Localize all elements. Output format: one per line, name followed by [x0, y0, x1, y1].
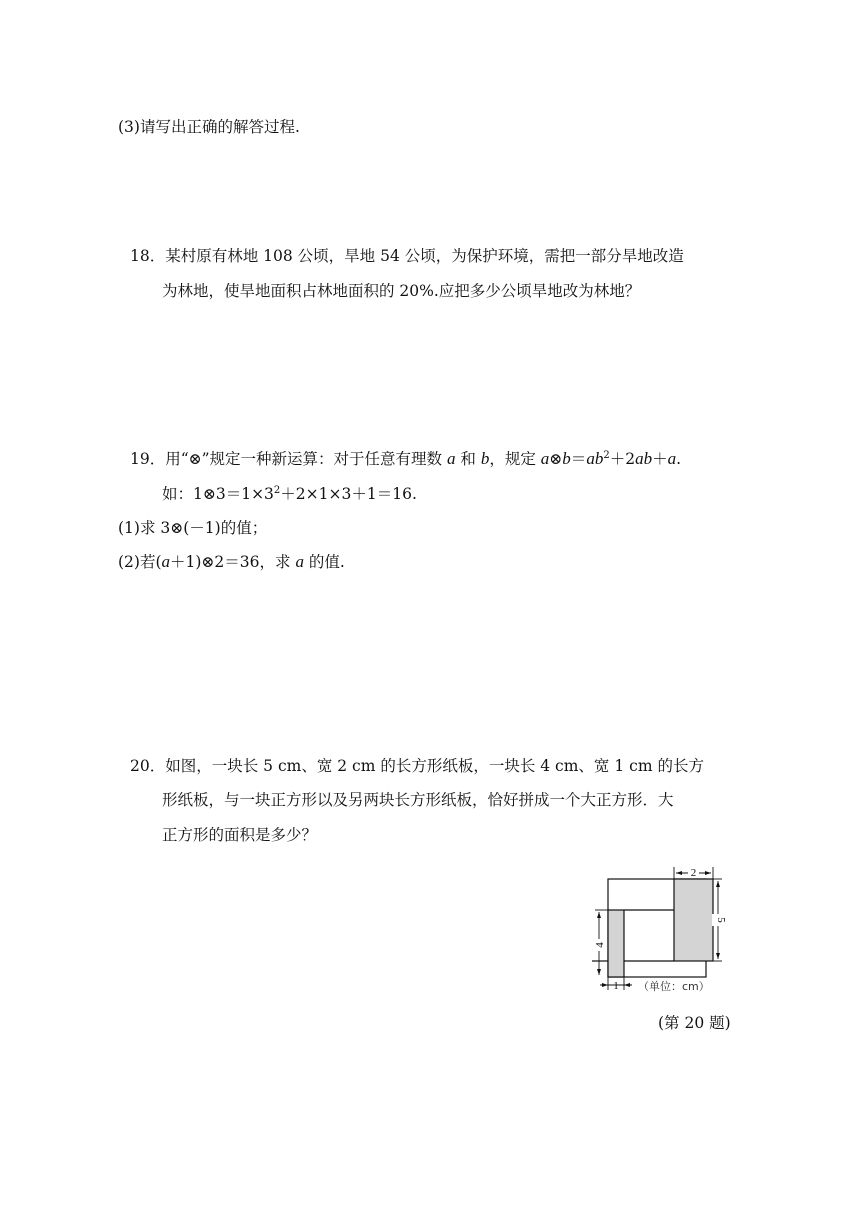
label-5: 5 [715, 917, 727, 923]
q20-line3: 正方形的面积是多少？ [162, 826, 318, 844]
label-1: 1 [613, 980, 619, 992]
q19-part2: (2)若(a＋1)⊗2＝36，求 a 的值. [118, 552, 345, 571]
square-puzzle-figure [590, 862, 740, 997]
q18-line1: 18．某村原有林地 108 公顷，旱地 54 公顷，为保护环境，需把一部分旱地改造 [130, 247, 684, 265]
q18-line2: 为林地，使旱地面积占林地面积的 20%.应把多少公顷旱地改为林地？ [162, 282, 641, 300]
shaded-rect-4x1 [608, 910, 624, 977]
q19-part1: (1)求 3⊗(－1)的值； [118, 519, 268, 537]
q20-line1: 20．如图，一块长 5 cm、宽 2 cm 的长方形纸板，一块长 4 cm、宽 1 cm 的长方 [130, 757, 704, 775]
shaded-rect-5x2 [674, 879, 713, 961]
q19-line2: 如：$1\otimes 3=1\times 3^2+2\times 1\times 3+1=16$. [162, 485, 417, 503]
unit-label: （单位：cm） [638, 980, 710, 993]
figure-caption: (第 20 题) [658, 1014, 731, 1032]
q19-line1: 19．用“⊗”规定一种新运算：对于任意有理数 a 和 b，规定 $a\otimes b=ab^2+2ab+a$. [130, 449, 682, 468]
q17-part3: (3)请写出正确的解答过程. [118, 118, 300, 136]
label-4: 4 [594, 942, 606, 948]
q20-line2: 形纸板，与一块正方形以及另两块长方形纸板，恰好拼成一个大正方形．大 [162, 791, 674, 809]
label-2: 2 [690, 867, 697, 879]
